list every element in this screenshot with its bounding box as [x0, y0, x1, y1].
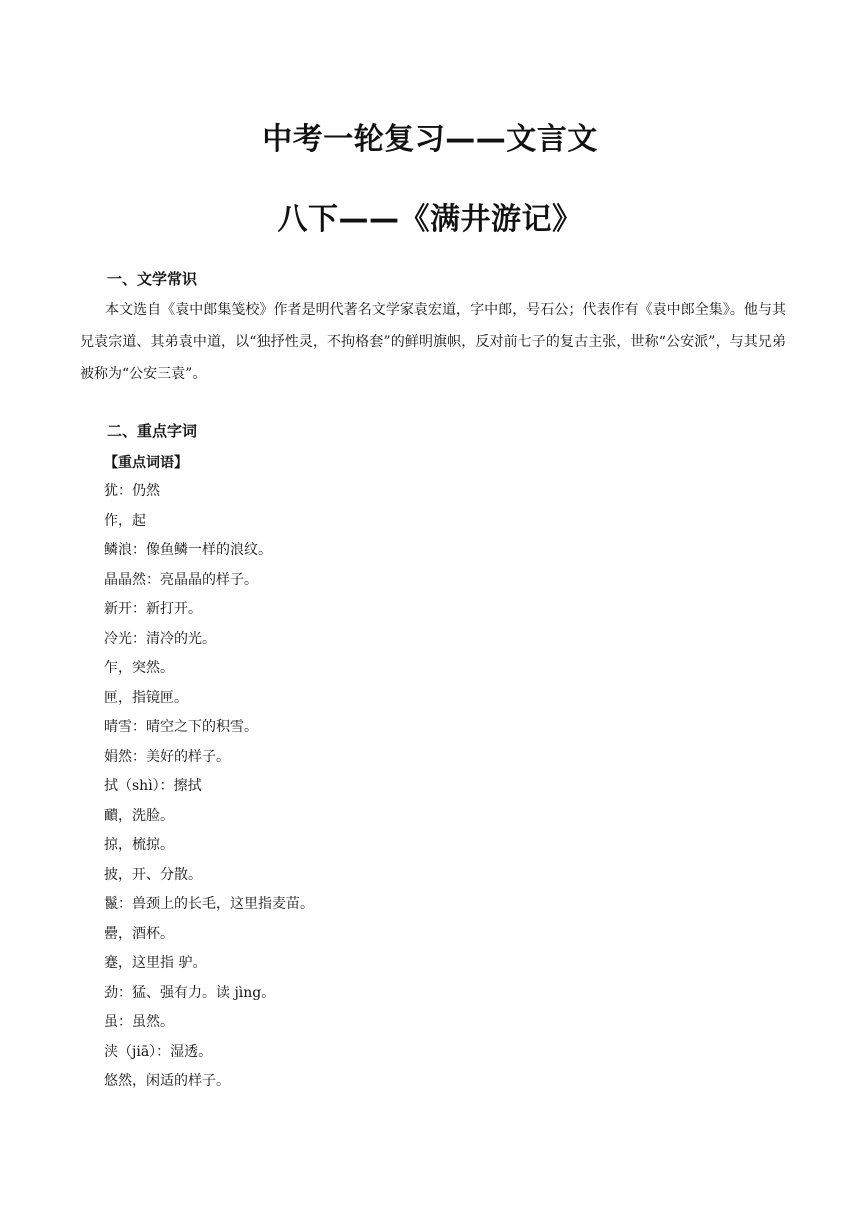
section-body-paragraph: 本文选自《袁中郎集笺校》作者是明代著名文学家袁宏道，字中郎，号石公；代表作有《袁中郎全集》。他与其兄袁宗道、其弟袁中道，以“独抒性灵，不拘格套”的鲜明旗帜，反对前七子的复古主张，世称“公安派”，与其兄弟被称为“公安三袁”。	[80, 302, 786, 382]
vocabulary-item: 罍，酒杯。	[104, 925, 174, 942]
vocabulary-item: 靧，洗脸。	[104, 807, 174, 824]
vocabulary-item: 匣，指镜匣。	[104, 689, 188, 706]
vocabulary-item: 新开：新打开。	[104, 601, 202, 617]
vocabulary-list	[104, 477, 314, 1097]
document-title: 中考一轮复习——文言文	[262, 122, 598, 157]
vocabulary-item: 乍，突然。	[104, 660, 174, 676]
vocabulary-item: 浃（jiā）：湿透。	[104, 1043, 213, 1060]
vocabulary-item: 晴雪：晴空之下的积雪。	[104, 719, 258, 735]
vocabulary-item: 蹇，这里指 驴。	[104, 955, 207, 971]
section-heading-key-words: 二、重点字词	[107, 422, 198, 440]
vocabulary-item: 晶晶然：亮晶晶的样子。	[104, 571, 258, 588]
section-heading-literary-knowledge: 一、文学常识	[107, 270, 198, 288]
vocabulary-item: 劲：猛、强有力。读 jìng。	[104, 984, 276, 1001]
key-words-subheading: 【重点词语】	[104, 455, 188, 471]
vocabulary-item: 作，起	[104, 512, 146, 529]
vocabulary-item: 拭（shì）：擦拭	[104, 778, 202, 794]
vocabulary-item: 掠，梳掠。	[104, 837, 174, 853]
vocabulary-item: 鳞浪：像鱼鳞一样的浪纹。	[104, 542, 272, 558]
vocabulary-item: 娟然：美好的样子。	[104, 748, 230, 765]
vocabulary-item: 犹：仍然	[104, 483, 160, 499]
vocabulary-item: 冷光：清冷的光。	[104, 630, 216, 647]
document-subtitle: 八下——《满井游记》	[277, 202, 583, 237]
vocabulary-item: 悠然，闲适的样子。	[104, 1073, 230, 1089]
vocabulary-item: 披，开、分散。	[104, 866, 202, 883]
vocabulary-item: 虽：虽然。	[104, 1014, 174, 1030]
vocabulary-item: 鬣：兽颈上的长毛，这里指麦苗。	[104, 896, 314, 912]
